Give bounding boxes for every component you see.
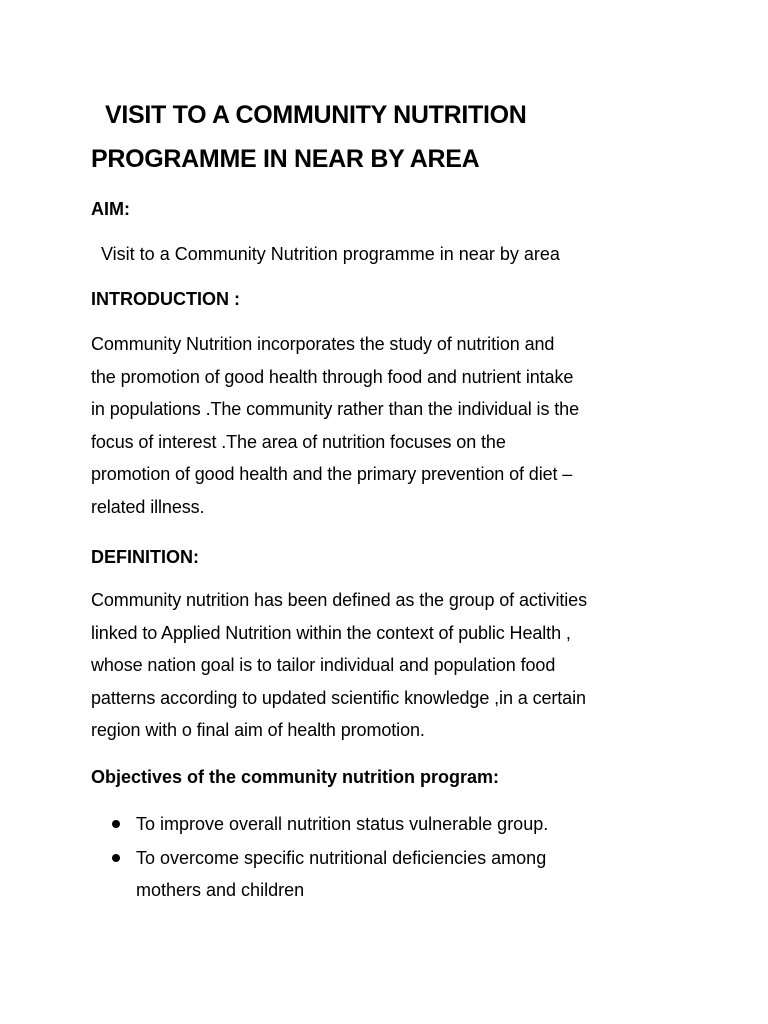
list-item-text: To overcome specific nutritional deficiencies among	[136, 848, 547, 868]
title-line-1: VISIT TO A COMMUNITY NUTRITION	[105, 101, 527, 129]
definition-line: linked to Applied Nutrition within the context of public Health ,	[91, 622, 571, 643]
definition-line: whose nation goal is to tailor individual and population food	[91, 655, 556, 675]
list-item	[112, 842, 672, 906]
introduction-heading: INTRODUCTION :	[91, 289, 240, 309]
objectives-heading: Objectives of the community nutrition program:	[91, 767, 500, 787]
introduction-line: promotion of good health and the primary prevention of diet –	[91, 464, 573, 484]
introduction-line: the promotion of good health through food and nutrient intake	[91, 366, 574, 387]
title-line-2: PROGRAMME IN NEAR BY AREA	[91, 145, 480, 173]
list-item-text: To improve overall nutrition status vulnerable group.	[136, 814, 549, 834]
introduction-line: Community Nutrition incorporates the study of nutrition and	[91, 334, 555, 354]
objectives-list	[112, 808, 672, 908]
introduction-line: focus of interest .The area of nutrition focuses on the	[91, 431, 506, 452]
aim-text: Visit to a Community Nutrition programme in near by area	[101, 244, 560, 264]
definition-line: region with o final aim of health promotion.	[91, 720, 425, 740]
page-title	[91, 93, 711, 181]
list-item-text: mothers and children	[136, 880, 305, 900]
bullet-icon	[112, 820, 120, 828]
definition-line: Community nutrition has been defined as the group of activities	[91, 590, 587, 610]
list-item	[112, 808, 672, 840]
introduction-line: in populations .The community rather than the individual is the	[91, 399, 579, 419]
bullet-icon	[112, 854, 120, 862]
introduction-paragraph	[91, 328, 691, 523]
definition-heading: DEFINITION:	[91, 547, 199, 567]
introduction-line: related illness.	[91, 496, 205, 517]
definition-paragraph	[91, 584, 691, 747]
aim-heading: AIM:	[91, 199, 130, 219]
definition-line: patterns according to updated scientific knowledge ,in a certain	[91, 687, 586, 708]
